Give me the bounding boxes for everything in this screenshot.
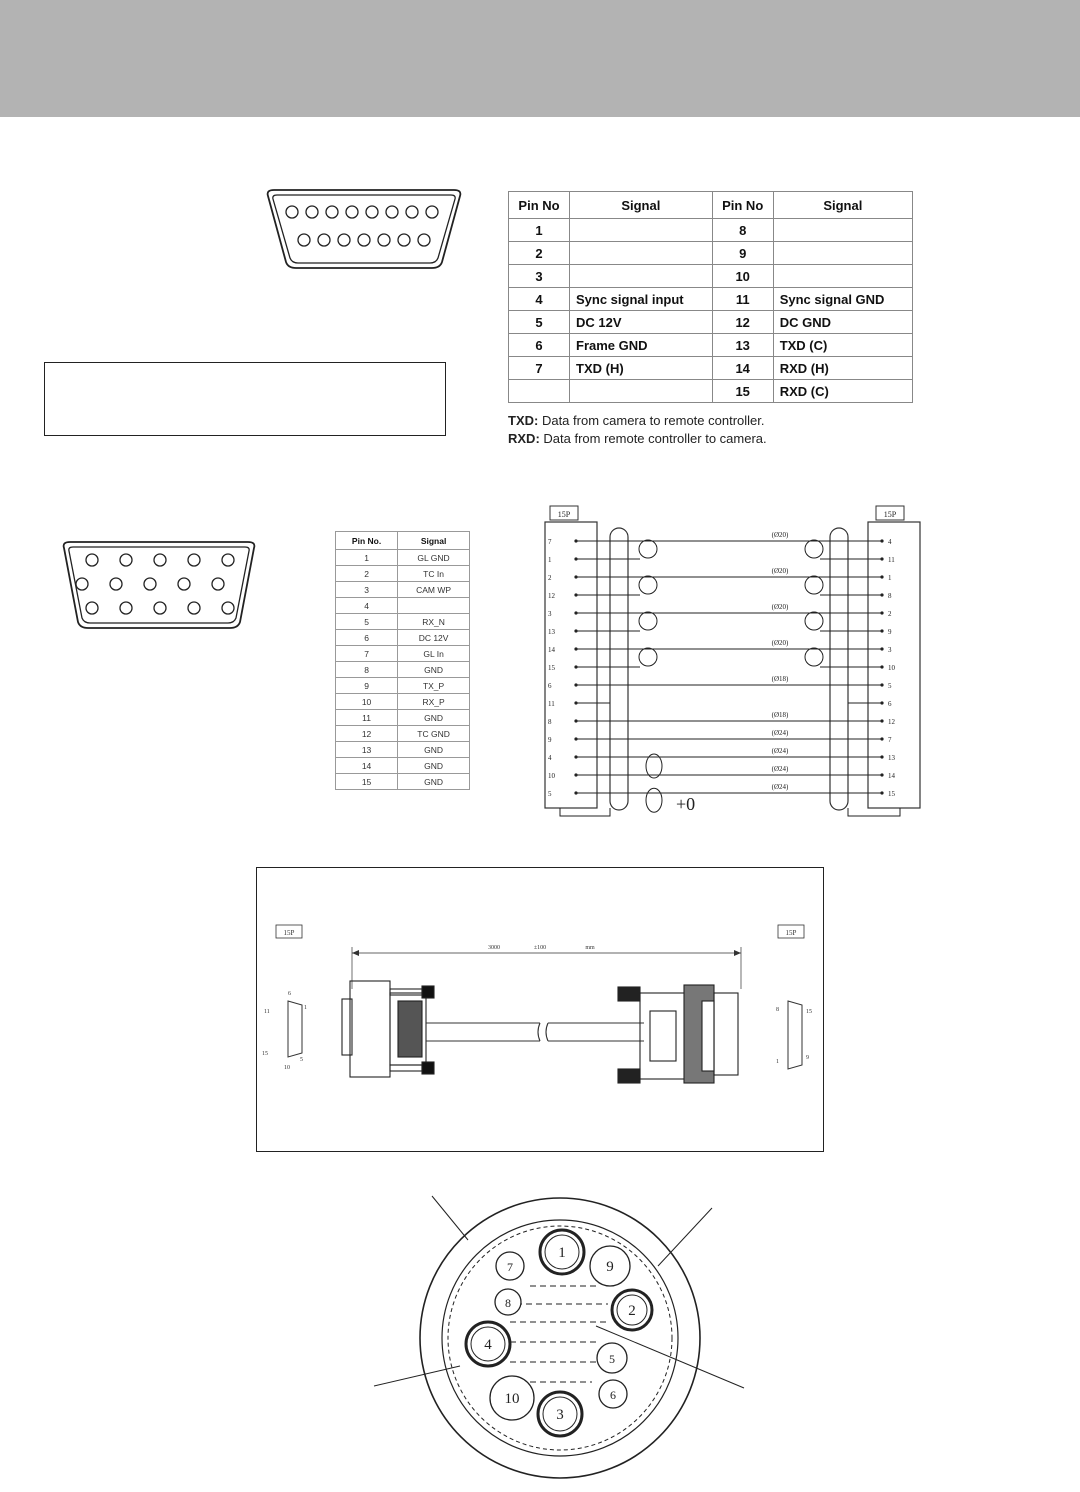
header-cell: Pin No [712, 192, 773, 219]
left-plug-icon [342, 981, 434, 1077]
core-number: 5 [609, 1352, 615, 1366]
right-connector-label: 15P [883, 510, 897, 519]
twisted-pair-loop [639, 576, 657, 594]
wire-gauge-label: (Ø24) [771, 783, 789, 791]
signal-name: TC In [398, 566, 470, 582]
twisted-pair-loop [805, 612, 823, 630]
table-row [336, 710, 470, 726]
pin-number: 4 [509, 288, 570, 311]
dimension-arrow-right [734, 950, 741, 956]
right-pin-number: 6 [888, 700, 892, 708]
wiring-diagram [530, 498, 930, 820]
signal-name: CAM WP [398, 582, 470, 598]
right-pin-number: 7 [888, 736, 892, 744]
signal-name: DC GND [773, 311, 912, 334]
header-bar [0, 0, 1080, 117]
twisted-pair-loop [805, 648, 823, 666]
pin-number: 7 [336, 646, 398, 662]
signal-name: GND [398, 758, 470, 774]
header-cell: Signal [398, 532, 470, 550]
left-face-pin: 5 [300, 1057, 303, 1063]
ground-bracket [848, 808, 900, 816]
signal-name: Frame GND [570, 334, 713, 357]
pin-number: 14 [712, 357, 773, 380]
pin-number: 2 [509, 242, 570, 265]
left-pin-number: 8 [548, 718, 552, 726]
header-cell: Signal [773, 192, 912, 219]
pin-number: 8 [712, 219, 773, 242]
table-header-row [336, 532, 470, 550]
signal-name: GL In [398, 646, 470, 662]
header-cell: Signal [570, 192, 713, 219]
twisted-pair-loop [646, 754, 662, 778]
right-face-pin: 15 [806, 1009, 812, 1015]
table-row [509, 265, 913, 288]
right-pin-number: 10 [888, 664, 895, 672]
db15-connector-icon [262, 188, 466, 270]
left-face-pin: 10 [284, 1065, 290, 1071]
table-header-row [509, 192, 913, 219]
cable-drawing [258, 869, 822, 1149]
signal-name: TXD (C) [773, 334, 912, 357]
right-pin-number: 14 [888, 772, 895, 780]
ground-bracket [560, 808, 610, 816]
pin-number: 10 [336, 694, 398, 710]
left-connector-label: 15P [557, 510, 571, 519]
pin-table-camera [335, 531, 470, 790]
signal-name: DC 12V [570, 311, 713, 334]
signal-name: GND [398, 774, 470, 790]
wire-gauge-label: (Ø18) [771, 675, 789, 683]
pin-number: 13 [336, 742, 398, 758]
left-pin-number: 1 [548, 556, 552, 564]
cable-cross-section [360, 1186, 760, 1492]
pin-number: 6 [509, 334, 570, 357]
core-number: 8 [505, 1296, 511, 1310]
wire-gauge-label: (Ø20) [771, 639, 789, 647]
core-number: 10 [504, 1391, 520, 1407]
left-pin-number: 14 [548, 646, 555, 654]
pin-number: 1 [509, 219, 570, 242]
pin-number: 13 [712, 334, 773, 357]
signal-name: Sync signal input [570, 288, 713, 311]
table-row [336, 566, 470, 582]
right-pin-number: 9 [888, 628, 892, 636]
table-row [509, 219, 913, 242]
signal-name: GND [398, 742, 470, 758]
left-shield-tube [610, 528, 628, 810]
signal-name [570, 219, 713, 242]
wire-gauge-label: (Ø18) [771, 711, 789, 719]
pin-table-remote [508, 191, 913, 403]
blank-note-box [44, 362, 446, 436]
dimension-value: 3000 [488, 945, 500, 951]
core-number: 2 [628, 1303, 636, 1319]
table-row [336, 550, 470, 566]
table-row [509, 288, 913, 311]
signal-name [773, 265, 912, 288]
cable-body [426, 1023, 644, 1041]
left-pin-number: 13 [548, 628, 555, 636]
right-pin-number: 11 [888, 556, 895, 564]
hd15-connector-icon [58, 540, 260, 630]
left-face-pin: 6 [288, 991, 291, 997]
note-txd: TXD: Data from camera to remote controller. [508, 413, 765, 428]
twisted-pair-loop [639, 540, 657, 558]
pin-number: 12 [712, 311, 773, 334]
signal-name: GL GND [398, 550, 470, 566]
signal-name [570, 380, 713, 403]
left-pin-number: 10 [548, 772, 555, 780]
right-pin-number: 1 [888, 574, 892, 582]
twisted-pair-loop [639, 612, 657, 630]
core-number: 6 [610, 1388, 616, 1402]
right-pin-number: 8 [888, 592, 892, 600]
left-pin-number: 3 [548, 610, 552, 618]
leader-line [658, 1208, 712, 1266]
pin-number: 7 [509, 357, 570, 380]
left-pin-number: 11 [548, 700, 555, 708]
signal-name: Sync signal GND [773, 288, 912, 311]
left-pin-number: 9 [548, 736, 552, 744]
header-cell: Pin No. [336, 532, 398, 550]
right-face-pin: 1 [776, 1059, 779, 1065]
wire-gauge-label: (Ø20) [771, 603, 789, 611]
signal-name: TXD (H) [570, 357, 713, 380]
leader-line [432, 1196, 468, 1240]
right-face-icon [788, 1001, 802, 1069]
signal-name: TC GND [398, 726, 470, 742]
table-row [509, 311, 913, 334]
pin-number: 2 [336, 566, 398, 582]
table-row [336, 662, 470, 678]
table-row [509, 380, 913, 403]
pin-number: 6 [336, 630, 398, 646]
pin-number: 3 [509, 265, 570, 288]
wire-gauge-label: (Ø24) [771, 747, 789, 755]
pin-number: 4 [336, 598, 398, 614]
table-row [336, 694, 470, 710]
signal-notes [508, 412, 928, 448]
pin-number: 8 [336, 662, 398, 678]
pin-number: 5 [509, 311, 570, 334]
signal-name [773, 219, 912, 242]
right-pin-number: 2 [888, 610, 892, 618]
left-face-pin: 11 [264, 1009, 270, 1015]
left-face-icon [288, 1001, 302, 1057]
pin-number: 3 [336, 582, 398, 598]
core-number: 1 [558, 1245, 566, 1261]
core-number: 4 [484, 1337, 492, 1353]
right-face-pin: 9 [806, 1055, 809, 1061]
left-pin-number: 7 [548, 538, 552, 546]
twisted-pair-loop [646, 788, 662, 812]
right-face-pin: 8 [776, 1007, 779, 1013]
signal-name: RXD (H) [773, 357, 912, 380]
pin-number: 15 [712, 380, 773, 403]
signal-name [773, 242, 912, 265]
pin-number: 9 [712, 242, 773, 265]
dimension-unit: mm [585, 945, 595, 951]
twisted-pair-loop [805, 540, 823, 558]
table-row [336, 598, 470, 614]
right-plug-icon [618, 985, 738, 1083]
pin-number: 11 [712, 288, 773, 311]
table-row [336, 774, 470, 790]
table-row [336, 678, 470, 694]
signal-name: DC 12V [398, 630, 470, 646]
core-number: 9 [606, 1259, 614, 1275]
table-row [336, 646, 470, 662]
pin-number: 14 [336, 758, 398, 774]
leader-line [374, 1366, 460, 1386]
table-row [336, 726, 470, 742]
right-pin-number: 15 [888, 790, 895, 798]
signal-name [398, 598, 470, 614]
left-pin-number: 5 [548, 790, 552, 798]
table-row [509, 334, 913, 357]
right-pin-number: 5 [888, 682, 892, 690]
table-row [336, 614, 470, 630]
wire-gauge-label: (Ø20) [771, 567, 789, 575]
signal-name: TX_P [398, 678, 470, 694]
header-cell: Pin No [509, 192, 570, 219]
shield-label: +0 [676, 794, 696, 814]
core-number: 3 [556, 1407, 564, 1423]
table-row [336, 758, 470, 774]
pin-number: 5 [336, 614, 398, 630]
wire-gauge-label: (Ø20) [771, 531, 789, 539]
right-shield-tube [830, 528, 848, 810]
left-pin-number: 2 [548, 574, 552, 582]
signal-name: GND [398, 662, 470, 678]
left-face-pin: 15 [262, 1051, 268, 1057]
right-cable-label: 15P [785, 929, 797, 937]
left-pin-number: 4 [548, 754, 552, 762]
left-pin-number: 12 [548, 592, 555, 600]
left-cable-label: 15P [283, 929, 295, 937]
note-rxd: RXD: Data from remote controller to camera. [508, 431, 767, 446]
left-pin-number: 6 [548, 682, 552, 690]
signal-name: GND [398, 710, 470, 726]
table-row [336, 630, 470, 646]
pin-number: 9 [336, 678, 398, 694]
pin-number: 10 [712, 265, 773, 288]
right-pin-number: 13 [888, 754, 895, 762]
signal-name [570, 242, 713, 265]
signal-name: RX_P [398, 694, 470, 710]
left-pin-number: 15 [548, 664, 555, 672]
core-number: 7 [507, 1260, 513, 1274]
left-face-pin: 1 [304, 1005, 307, 1011]
right-pin-number: 4 [888, 538, 892, 546]
pin-number: 1 [336, 550, 398, 566]
table-row [336, 742, 470, 758]
wire-gauge-label: (Ø24) [771, 729, 789, 737]
pin-number: 12 [336, 726, 398, 742]
signal-name [570, 265, 713, 288]
table-row [509, 357, 913, 380]
signal-name: RXD (C) [773, 380, 912, 403]
right-pin-number: 3 [888, 646, 892, 654]
table-row [509, 242, 913, 265]
dimension-arrow-left [352, 950, 359, 956]
pin-number [509, 380, 570, 403]
pin-number: 15 [336, 774, 398, 790]
table-row [336, 582, 470, 598]
twisted-pair-loop [805, 576, 823, 594]
right-pin-number: 12 [888, 718, 895, 726]
wire-gauge-label: (Ø24) [771, 765, 789, 773]
dimension-tolerance: ±100 [533, 945, 547, 951]
pin-number: 11 [336, 710, 398, 726]
signal-name: RX_N [398, 614, 470, 630]
twisted-pair-loop [639, 648, 657, 666]
